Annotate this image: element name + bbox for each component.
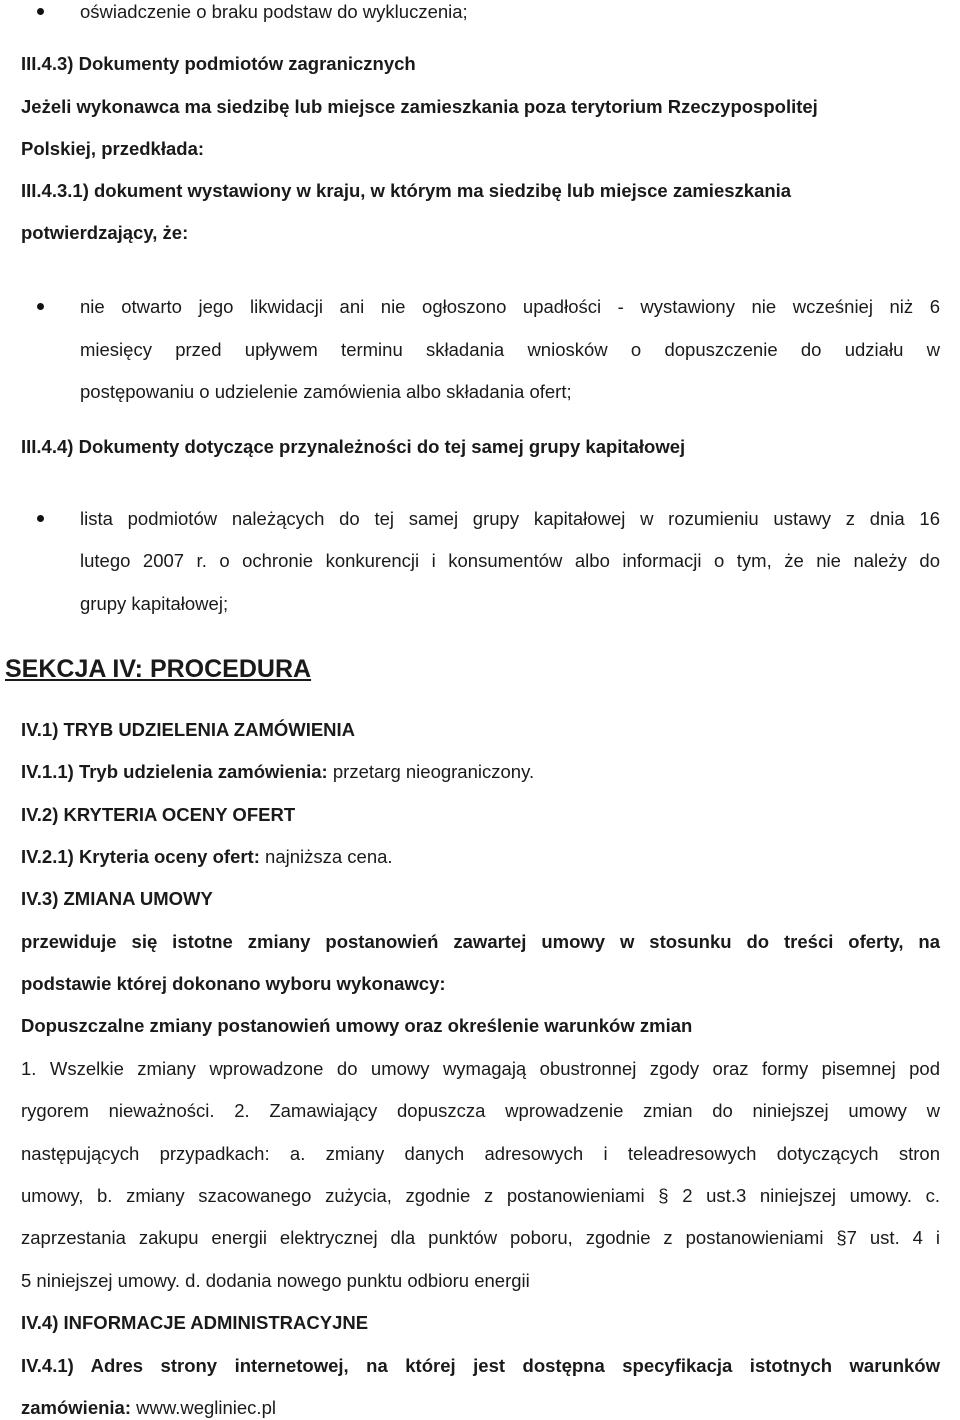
bullet-icon: [37, 8, 44, 15]
bullet-icon: [37, 515, 44, 522]
text-line: podstawie której dokonano wyboru wykonawcy:: [21, 973, 446, 994]
text-line: Dopuszczalne zmiany postanowień umowy oraz określenie warunków zmian: [21, 1015, 693, 1036]
text-line: następujących przypadkach: a. zmiany danych adresowych i teleadresowych dotyczących stron: [21, 1143, 940, 1164]
text-line: 5 niniejszej umowy. d. dodania nowego punktu odbioru energii: [21, 1270, 530, 1291]
text-line: potwierdzający, że:: [21, 222, 189, 243]
text-line: [21, 1397, 276, 1419]
field-label: zamówienia:: [21, 1397, 131, 1418]
section-title: SEKCJA IV: PROCEDURA: [5, 655, 312, 683]
text-line: Jeżeli wykonawca ma siedzibę lub miejsce zamieszkania poza terytorium Rzeczypospolitej: [21, 96, 818, 117]
text-line: Polskiej, przedkłada:: [21, 138, 205, 159]
text-line: umowy, b. zmiany szacowanego zużycia, zgodnie z postanowieniami § 2 ust.3 niniejszej umowy. c.: [21, 1185, 940, 1206]
text-line: zaprzestania zakupu energii elektrycznej dla punktów poboru, zgodnie z postanowieniami §7 ust. 4 i: [21, 1227, 940, 1248]
list-item-continuation: postępowaniu o udzielenie zamówienia albo składania ofert;: [80, 381, 572, 402]
list-item-continuation: grupy kapitałowej;: [80, 593, 229, 614]
heading-iii-4-4: III.4.4) Dokumenty dotyczące przynależności do tej samej grupy kapitałowej: [21, 436, 686, 457]
bullet-icon: [37, 303, 44, 310]
field-label: IV.2.1) Kryteria oceny ofert:: [21, 846, 260, 867]
text-line: [21, 846, 393, 868]
list-item-continuation: lutego 2007 r. o ochronie konkurencji i konsumentów albo informacji o tym, że nie należy do: [80, 550, 940, 571]
heading-iv-3: IV.3) ZMIANA UMOWY: [21, 888, 213, 909]
heading-iv-2: IV.2) KRYTERIA OCENY OFERT: [21, 804, 296, 825]
text-line: 1. Wszelkie zmiany wprowadzone do umowy wymagają obustronnej zgody oraz formy pisemnej pod: [21, 1058, 940, 1079]
heading-iii-4-3: III.4.3) Dokumenty podmiotów zagranicznych: [21, 53, 416, 74]
field-value: przetarg nieograniczony.: [327, 761, 535, 782]
heading-iii-4-3-1: III.4.3.1) dokument wystawiony w kraju, w którym ma siedzibę lub miejsce zamieszkania: [21, 180, 792, 201]
list-item: lista podmiotów należących do tej samej grupy kapitałowej w rozumieniu ustawy z dnia 16: [80, 508, 940, 529]
website-link[interactable]: www.wegliniec.pl: [131, 1397, 276, 1418]
field-label: IV.1.1) Tryb udzielenia zamówienia:: [21, 761, 328, 782]
heading-iv-4-1: IV.4.1) Adres strony internetowej, na której jest dostępna specyfikacja istotnych warunków: [21, 1355, 940, 1376]
text-line: [21, 761, 534, 783]
heading-iv-1: IV.1) TRYB UDZIELENIA ZAMÓWIENIA: [21, 719, 356, 740]
list-item: oświadczenie o braku podstaw do wykluczenia;: [80, 1, 468, 22]
text-line: przewiduje się istotne zmiany postanowień zawartej umowy w stosunku do treści oferty, na: [21, 931, 940, 952]
list-item-continuation: miesięcy przed upływem terminu składania wniosków o dopuszczenie do udziału w: [80, 339, 940, 360]
field-value: najniższa cena.: [259, 846, 393, 867]
list-item: nie otwarto jego likwidacji ani nie ogłoszono upadłości - wystawiony nie wcześniej niż 6: [80, 296, 940, 317]
heading-iv-4: IV.4) INFORMACJE ADMINISTRACYJNE: [21, 1312, 369, 1333]
text-line: rygorem nieważności. 2. Zamawiający dopuszcza wprowadzenie zmian do niniejszej umowy w: [21, 1100, 940, 1121]
